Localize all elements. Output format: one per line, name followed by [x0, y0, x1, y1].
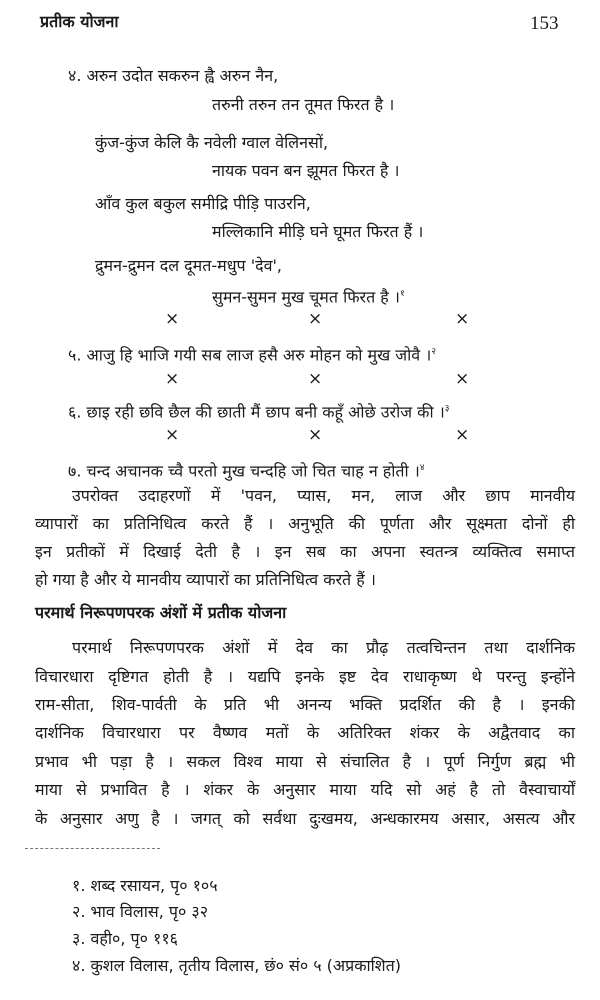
verse-line — [212, 284, 405, 307]
cross-mark: × — [308, 369, 323, 389]
paragraph-line: राम-सीता, शिव-पार्वती के प्रति भी अनन्य भक्ति प्रदर्शित की है । इनकी — [35, 695, 575, 714]
paragraph-line: के अनुसार अणु है । जगत् को सर्वथा दुःखमय, अन्धकारमय असार, असत्य और — [35, 809, 575, 828]
footnote-divider — [25, 848, 160, 849]
footnote: २. भाव विलास, पृ० ३२ — [72, 902, 209, 921]
paragraph-line: माया से प्रभावित है । शंकर के अनुसार माया यदि सो अहं है तो वैस्वाचार्यों — [35, 780, 575, 799]
verse-line: नायक पवन बन झूमत फिरत है । — [212, 161, 400, 180]
footnote: ४. कुशल विलास, तृतीय विलास, छं० सं० ५ (अप्रकाशित) — [72, 956, 402, 975]
footnote-ref: १ — [399, 289, 405, 299]
paragraph-line: इन प्रतीकों में दिखाई देती है । इन सब का अपना स्वतन्त्र व्यक्तित्व समाप्त — [35, 542, 575, 561]
verse-line: द्रुमन-द्रुमन दल दूमत-मधुप 'देव', — [95, 256, 282, 275]
verse-text: ७. चन्द अचानक च्वै परतो मुख चन्दहि जो चित चाह न होती । — [68, 461, 420, 481]
paragraph-line: व्यापारों का प्रतिनिधित्व करते हैं । अनुभूति की पूर्णता और सूक्ष्मता दोनों ही — [35, 514, 575, 533]
verse-line: आँव कुल बकुल समीद्रि पीड़ि पाउरनि, — [95, 194, 311, 213]
verse-6 — [68, 399, 449, 422]
footnote: १. शब्द रसायन, पृ० १०५ — [72, 876, 218, 895]
verse-7 — [68, 458, 425, 481]
paragraph-line: परमार्थ निरूपणपरक अंशों में देव का प्रौढ़ तत्वचिन्तन तथा दार्शनिक — [72, 638, 575, 657]
cross-mark: × — [308, 309, 323, 329]
section-heading: परमार्थ निरूपणपरक अंशों में प्रतीक योजना — [35, 603, 287, 622]
verse-5 — [68, 342, 436, 365]
paragraph-line: दार्शनिक विचारधारा पर वैष्णव मतों के अतिरिक्त शंकर के अद्वैतवाद का — [35, 723, 575, 742]
cross-mark: × — [165, 425, 180, 445]
verse-text: सुमन-सुमन मुख चूमत फिरत है । — [212, 287, 400, 307]
verse-line: ४. अरुन उदोत सकरुन ह्वै अरुन नैन, — [68, 66, 279, 85]
page-number: 153 — [530, 13, 559, 34]
paragraph-line: विचारधारा दृष्टिगत होती है । यद्यपि इनके इष्ट देव राधाकृष्ण थे परन्तु इन्होंने — [35, 667, 575, 686]
footnote-ref: २ — [431, 347, 436, 357]
cross-mark: × — [455, 369, 470, 389]
footnote: ३. वही०, पृ० ११६ — [72, 929, 178, 948]
verse-line: मल्लिकानि मीड़ि घने घूमत फिरत हैं । — [212, 222, 424, 241]
paragraph-line: प्रभाव भी पड़ा है । सकल विश्व माया से संचालित है । पूर्ण निर्गुण ब्रह्म भी — [35, 752, 575, 771]
cross-mark: × — [455, 425, 470, 445]
paragraph-line: उपरोक्त उदाहरणों में 'पवन, प्यास, मन, लाज और छाप मानवीय — [72, 486, 575, 505]
footnote-ref: ३ — [444, 404, 450, 414]
cross-mark: × — [455, 309, 470, 329]
verse-line: कुंज-कुंज केलि कै नवेली ग्वाल वेलिनसों, — [95, 133, 329, 152]
cross-mark: × — [308, 425, 323, 445]
cross-mark: × — [165, 369, 180, 389]
verse-text: ५. आजु हि भाजि गयी सब लाज हसै अरु मोहन को मुख जोवै । — [68, 345, 432, 365]
paragraph-line: हो गया है और ये मानवीय व्यापारों का प्रतिनिधित्व करते हैं । — [35, 570, 376, 589]
verse-text: ६. छाइ रही छवि छैल की छाती मैं छाप बनी कहूँ ओछे उरोज की । — [68, 402, 445, 422]
verse-line: तरुनी तरुन तन तूमत फिरत है । — [212, 95, 395, 114]
footnote-ref: ४ — [419, 463, 425, 473]
cross-mark: × — [165, 309, 180, 329]
running-header-title: प्रतीक योजना — [40, 12, 119, 31]
